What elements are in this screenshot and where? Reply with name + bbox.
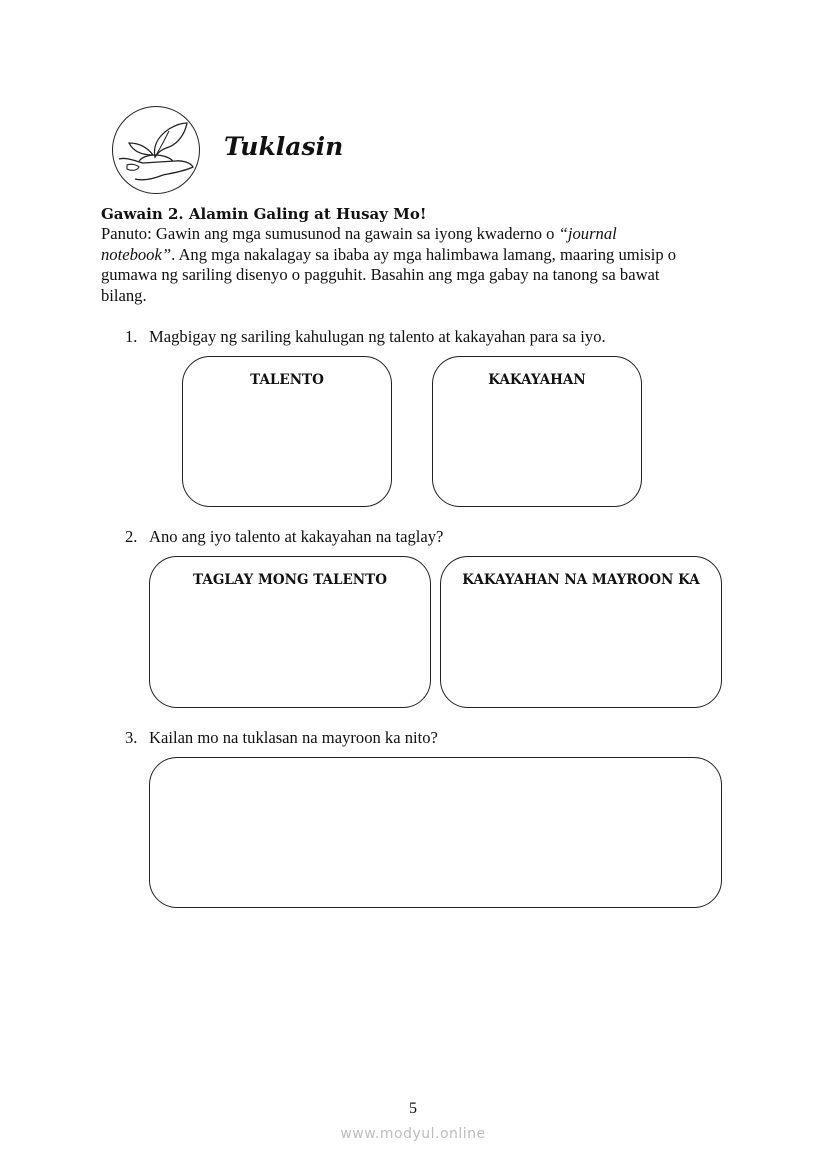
- question-text: Magbigay ng sariling kahulugan ng talento at kakayahan para sa iyo.: [149, 327, 606, 346]
- instructions-text-rest: . Ang mga nakalagay sa ibaba ay mga halimbawa lamang, maaring umisip o gumawa ng sariling disenyo o pagguhit. Basahin ang mga gabay na tanong sa bawat bilang.: [101, 244, 677, 305]
- question-1: [125, 327, 606, 347]
- question-number: 1.: [125, 327, 138, 346]
- answer-box-kakayahan[interactable]: [432, 356, 642, 507]
- instructions-italic: “journal notebook”: [101, 224, 617, 264]
- answer-box-taglay-mong-talento[interactable]: [149, 556, 431, 708]
- question-number: 2.: [125, 527, 138, 546]
- question-text: Kailan mo na tuklasan na mayroon ka nito?: [149, 728, 438, 747]
- section-title: Tuklasin: [224, 132, 344, 161]
- question-3: [125, 728, 438, 748]
- answer-box-kakayahan-na-mayroon-ka[interactable]: [440, 556, 722, 708]
- seedling-in-hand-icon: [112, 106, 200, 194]
- activity-title: Gawain 2. Alamin Galing at Husay Mo!: [101, 205, 427, 223]
- box-label: TAGLAY MONG TALENTO: [193, 572, 387, 588]
- question-text: Ano ang iyo talento at kakayahan na taglay?: [149, 527, 444, 546]
- instructions-text: Panuto: Gawin ang mga sumusunod na gawain sa iyong kwaderno o: [101, 224, 559, 243]
- answer-box-talento[interactable]: [182, 356, 392, 507]
- answer-box-kailan[interactable]: [149, 757, 722, 908]
- box-label: KAKAYAHAN: [488, 372, 586, 388]
- question-number: 3.: [125, 728, 138, 747]
- box-label: KAKAYAHAN NA MAYROON KA: [462, 572, 700, 588]
- watermark: www.modyul.online: [340, 1126, 486, 1142]
- box-label: TALENTO: [250, 372, 324, 388]
- page-number: 5: [409, 1100, 417, 1117]
- instructions-paragraph: [101, 224, 691, 306]
- question-2: [125, 527, 443, 547]
